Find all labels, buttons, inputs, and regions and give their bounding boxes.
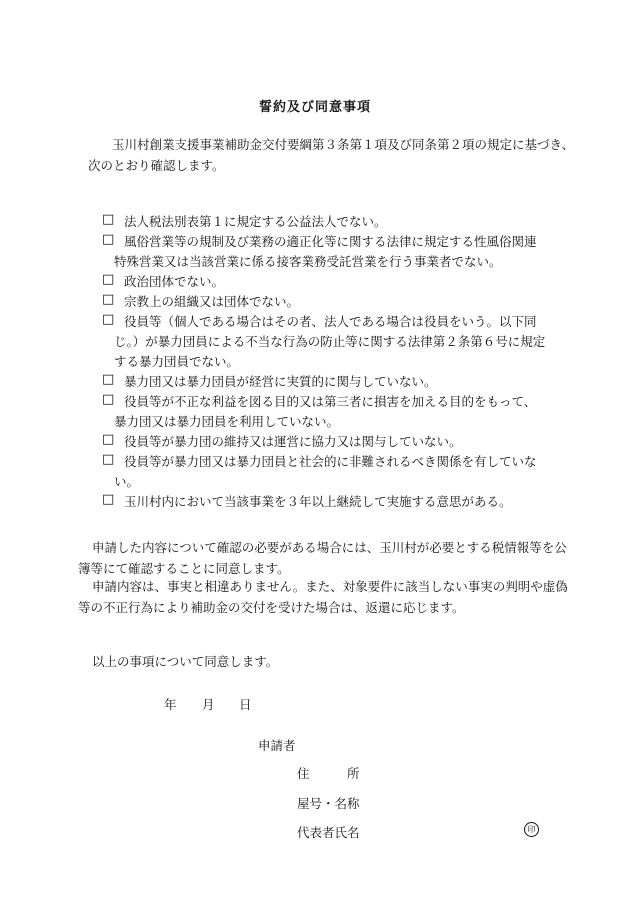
date-month-label: 月 — [202, 697, 215, 712]
checklist-item-text: 役員等（個人である場合はその者、法人である場合は役員をいう。以下同 — [124, 314, 537, 329]
checklist-item — [102, 432, 552, 452]
checklist-item — [102, 312, 552, 372]
checklist-item-text: 風俗営業等の規制及び業務の適正化等に関する法律に規定する性風俗関連 — [124, 234, 537, 249]
intro-paragraph — [88, 134, 575, 176]
date-year-label: 年 — [164, 697, 177, 712]
date-day-label: 日 — [239, 697, 252, 712]
checklist-item-text: 暴力団又は暴力団員が経営に実質的に関与していない。 — [124, 374, 437, 389]
checklist-item-text: 法人税法別表第１に規定する公益法人でない。 — [124, 214, 387, 229]
checklist-item-text: 役員等が暴力団の維持又は運営に協力又は関与していない。 — [124, 434, 462, 449]
intro-line-2: 次のとおり確認します。 — [88, 158, 225, 173]
checklist-item — [102, 452, 552, 492]
consent-paragraph-2-line-1: 申請内容は、事実と相違ありません。また、対象要件に該当しない事実の判明や虚偽 — [92, 579, 568, 594]
checklist-item-text: 暴力団又は暴力団員を利用していない。 — [114, 414, 340, 429]
checklist-item — [102, 372, 552, 392]
checkbox-icon[interactable]: □ — [102, 292, 115, 307]
checklist-item-text: 特殊営業又は当該営業に係る接客業務受託営業を行う事業者でない。 — [114, 254, 502, 269]
checklist-item — [102, 272, 552, 292]
intro-line-1: 玉川村創業支援事業補助金交付要綱第３条第１項及び同条第２項の規定に基づき、 — [112, 137, 575, 152]
consent-paragraph-2 — [78, 576, 568, 618]
document-title: 誓約及び同意事項 — [258, 100, 371, 115]
representative-name-field-label: 代表者氏名 — [297, 825, 360, 840]
consent-paragraph-1-line-2: 簿等にて確認することに同意します。 — [78, 561, 290, 576]
checklist-item-text: 宗教上の組織又は団体でない。 — [124, 294, 300, 309]
checklist-item-text: 玉川村内において当該事業を３年以上継続して実施する意思がある。 — [124, 494, 512, 509]
agreement-statement: 以上の事項について同意します。 — [92, 654, 279, 669]
checkbox-icon[interactable]: □ — [102, 312, 115, 327]
checkbox-icon[interactable]: □ — [102, 432, 115, 447]
checklist-item-text: 役員等が暴力団又は暴力団員と社会的に非難されるべき関係を有していな — [124, 454, 537, 469]
checklist-item-text: する暴力団員でない。 — [114, 354, 240, 369]
checklist-item — [102, 292, 552, 312]
checkbox-icon[interactable]: □ — [102, 372, 115, 387]
checkbox-icon[interactable]: □ — [102, 392, 115, 407]
checklist-item-text: じ。）が暴力団員による不当な行為の防止等に関する法律第２条第６号に規定 — [114, 334, 546, 349]
checklist-item-text: 役員等が不正な利益を図る目的又は第三者に損害を加える目的をもって、 — [124, 394, 537, 409]
consent-paragraph-2-line-2: 等の不正行為により補助金の交付を受けた場合は、返還に応じます。 — [78, 600, 465, 615]
consent-paragraph-1-line-1: 申請した内容について確認の必要がある場合には、玉川村が必要とする税情報等を公 — [92, 540, 567, 555]
checkbox-icon[interactable]: □ — [102, 492, 115, 507]
checkbox-icon[interactable]: □ — [102, 452, 115, 467]
address-field-label: 住 所 — [297, 766, 360, 781]
checkbox-icon[interactable]: □ — [102, 272, 115, 287]
checkbox-icon[interactable]: □ — [102, 232, 115, 247]
checklist-item-text: 政治団体でない。 — [124, 274, 225, 289]
checklist-item — [102, 492, 552, 512]
checklist-item — [102, 392, 552, 432]
applicant-label: 申請者 — [258, 738, 296, 753]
pledge-checklist — [102, 212, 552, 512]
seal-mark: 印 — [524, 822, 539, 837]
checklist-item — [102, 232, 552, 272]
checklist-item — [102, 212, 552, 232]
checkbox-icon[interactable]: □ — [102, 212, 115, 227]
shop-name-field-label: 屋号・名称 — [297, 796, 360, 811]
checklist-item-text: い。 — [114, 474, 140, 489]
consent-paragraph-1 — [78, 537, 567, 579]
